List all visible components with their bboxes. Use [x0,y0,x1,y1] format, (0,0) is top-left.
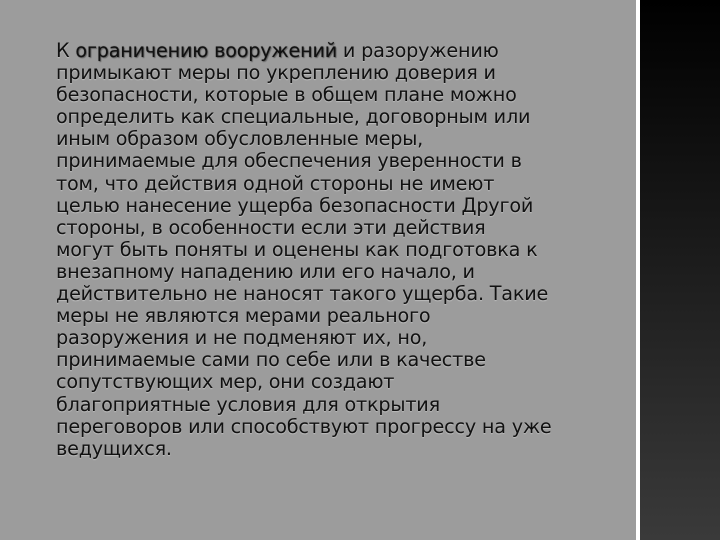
text-fragment: К [56,39,76,62]
text-line: безопасности, которые в общем плане можно [56,83,517,107]
text-line: иным образом обусловленные меры, [56,127,424,151]
body-paragraph [56,40,618,460]
text-line: меры не являются мерами реального [56,304,431,328]
highlighted-term: ограничению вооружений [75,39,338,62]
text-fragment: и разоружению [337,39,499,62]
text-line: благоприятные условия для открытия [56,392,440,416]
text-line: разоружения и не подменяют их, но, [56,326,428,350]
text-line: переговоров или способствуют прогрессу на уже [56,414,552,438]
text-line: принимаемые сами по себе или в качестве [56,348,486,372]
text-line: целью нанесение ущерба безопасности Другой [56,193,534,217]
text-line [56,40,618,62]
text-line: ведущихся. [56,436,172,460]
decorative-side-bar [640,0,720,540]
text-line: сопутствующих мер, они создают [56,370,395,394]
text-line: принимаемые для обеспечения уверенности в [56,149,522,173]
text-line: примыкают меры по укреплению доверия и [56,61,496,85]
text-line: стороны, в особенности если эти действия [56,215,486,239]
text-line: внезапному нападению или его начало, и [56,259,475,283]
text-line: могут быть поняты и оценены как подготовка к [56,237,538,261]
text-line: том, что действия одной стороны не имеют [56,171,495,195]
text-line: действительно не наносят такого ущерба. Такие [56,282,549,306]
text-line: определить как специальные, договорным или [56,105,531,129]
